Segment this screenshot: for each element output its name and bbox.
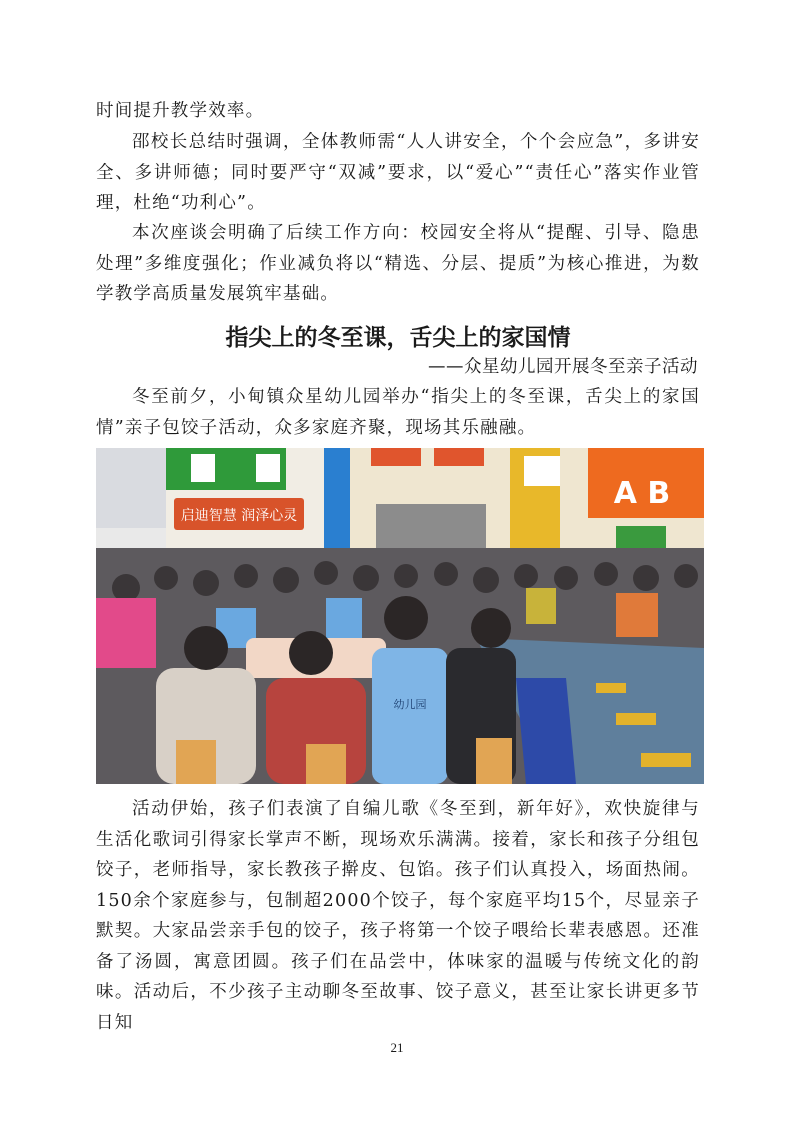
continued-paragraph: 时间提升教学效率。 — [96, 101, 265, 121]
photo-wall-letters: A B — [613, 476, 671, 511]
activity-photo — [96, 448, 704, 784]
article-subtitle: ——众星幼儿园开展冬至亲子活动 — [428, 357, 698, 377]
intro-paragraph: 冬至前夕，小甸镇众星幼儿园举办“指尖上的冬至课，舌尖上的家国情”亲子包饺子活动，众多家庭齐聚，现场其乐融融。 — [96, 387, 700, 438]
photo-vest-text: 幼儿园 — [393, 698, 427, 711]
body-paragraph: 活动伊始，孩子们表演了自编儿歌《冬至到，新年好》，欢快旋律与生活化歌词引得家长掌声不断，现场欢乐满满。接着，家长和孩子分组包饺子，老师指导，家长教孩子擀皮、包馅。孩子们认真投入，场面热闹。150余个家庭参与，包制超2000个饺子，每个家庭平均15个，尽显亲子默契。大家品尝亲手包的饺子，孩子将第一个饺子喂给长辈表感恩。还准备了汤圆，寓意团圆。孩子们在品尝中，体味家的温暖与传统文化的韵味。活动后，不少孩子主动聊冬至故事、饺子意义，甚至让家长讲更多节日知 — [96, 799, 700, 1033]
photo-banner-text: 启迪智慧 润泽心灵 — [180, 508, 298, 524]
direction-paragraph: 本次座谈会明确了后续工作方向：校园安全将从“提醒、引导、隐患处理”多维度强化；作业减负将以“精选、分层、提质”为核心推进，为数学教学高质量发展筑牢基础。 — [96, 223, 700, 304]
page-number: 21 — [390, 1040, 404, 1055]
article-title: 指尖上的冬至课，舌尖上的家国情 — [225, 325, 571, 351]
summary-paragraph: 邵校长总结时强调，全体教师需“人人讲安全，个个会应急”，多讲安全、多讲师德；同时要严守“双减”要求，以“爱心”“责任心”落实作业管理，杜绝“功利心”。 — [96, 132, 700, 213]
